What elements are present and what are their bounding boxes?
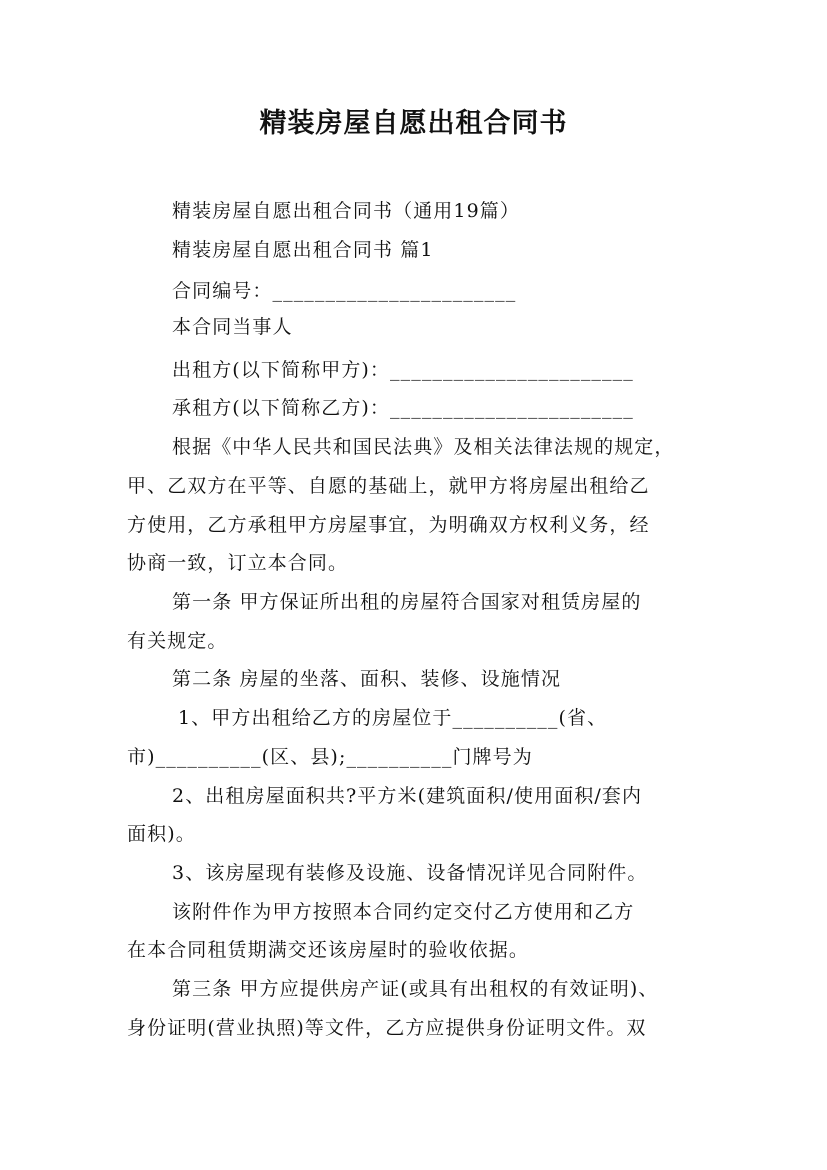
paragraph-line: 协商一致，订立本合同。 xyxy=(127,552,349,574)
paragraph-line: 根据《中华人民共和国民法典》及相关法律法规的规定， xyxy=(172,436,675,458)
lessor-line: 出租方(以下简称甲方)：_______________________ xyxy=(172,359,634,381)
section-heading: 精装房屋自愿出租合同书 篇1 xyxy=(172,239,434,261)
article-2-item-2: 2、出租房屋面积共?平方米(建筑面积/使用面积/套内 xyxy=(172,785,643,807)
contract-number-line: 合同编号：_______________________ xyxy=(172,280,517,302)
article-2-item-3: 3、该房屋现有装修及设施、设备情况详见合同附件。 xyxy=(172,862,648,884)
parties-heading: 本合同当事人 xyxy=(172,316,293,338)
subtitle-line: 精装房屋自愿出租合同书（通用19篇） xyxy=(172,200,520,222)
article-1-line: 第一条 甲方保证所出租的房屋符合国家对租赁房屋的 xyxy=(172,591,642,613)
article-3-line: 身份证明(营业执照)等文件，乙方应提供身份证明文件。双 xyxy=(127,1017,647,1039)
paragraph-line: 甲、乙双方在平等、自愿的基础上，就甲方将房屋出租给乙 xyxy=(127,475,650,497)
paragraph-line: 方使用，乙方承租甲方房屋事宜，为明确双方权利义务，经 xyxy=(127,514,650,536)
article-3-line: 第三条 甲方应提供房产证(或具有出租权的有效证明)、 xyxy=(172,978,659,1000)
lessee-line: 承租方(以下简称乙方)：_______________________ xyxy=(172,397,634,419)
attachment-note-line: 在本合同租赁期满交还该房屋时的验收依据。 xyxy=(127,939,530,961)
attachment-note-line: 该附件作为甲方按照本合同约定交付乙方使用和乙方 xyxy=(172,901,635,923)
article-1-line: 有关规定。 xyxy=(127,630,228,652)
document-title: 精装房屋自愿出租合同书 xyxy=(259,108,568,139)
article-2-item-1-cont: 市)__________(区、县);__________门牌号为 xyxy=(127,746,533,768)
article-2-item-2-cont: 面积)。 xyxy=(127,823,196,845)
article-2-heading: 第二条 房屋的坐落、面积、装修、设施情况 xyxy=(172,668,562,690)
article-2-item-1: 1、甲方出租给乙方的房屋位于__________(省、 xyxy=(178,707,608,729)
